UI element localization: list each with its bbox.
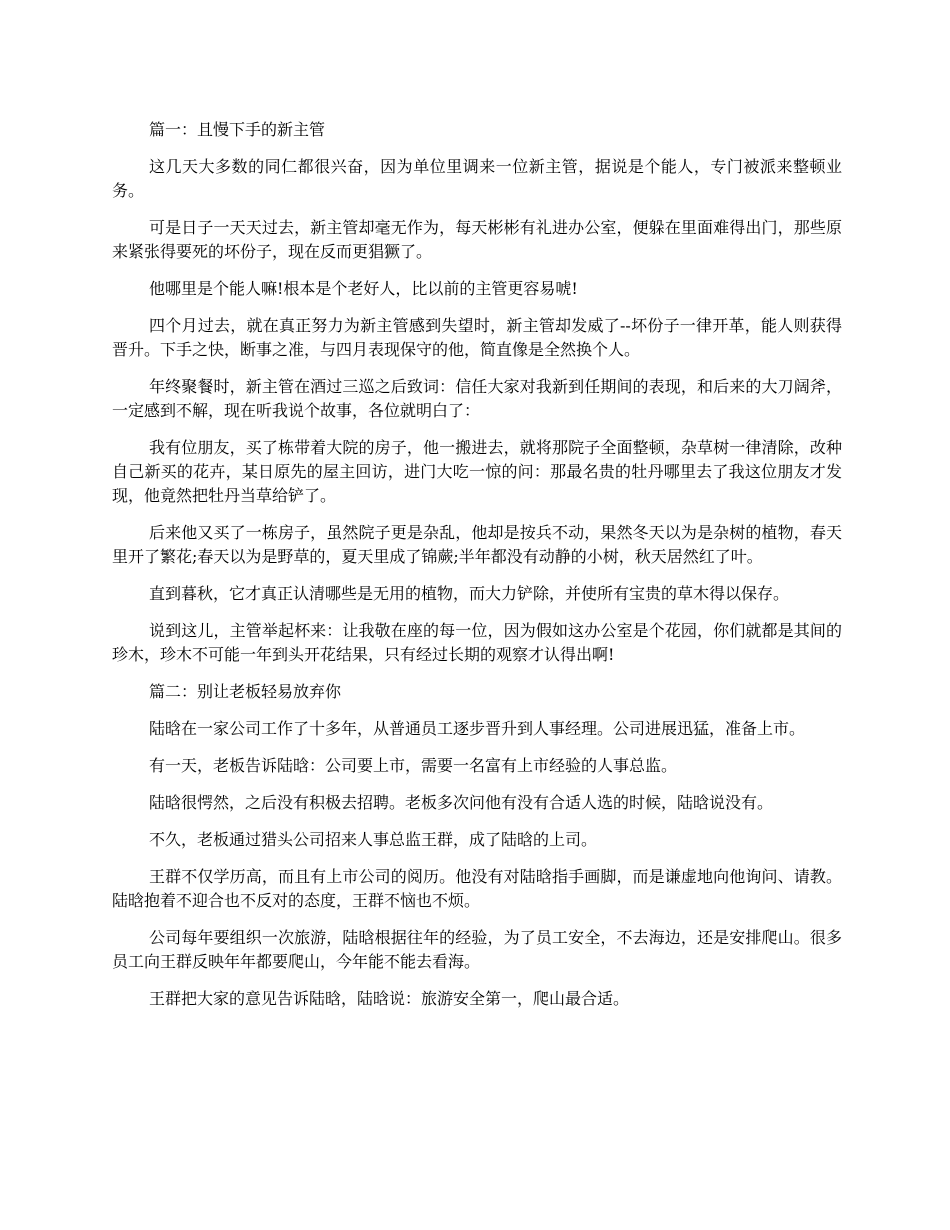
paragraph: 公司每年要组织一次旅游，陆晗根据往年的经验，为了员工安全，不去海边，还是安排爬山。很多员工向王群反映年年都要爬山，今年能不能去看海。 — [112, 928, 842, 971]
paragraph: 陆晗在一家公司工作了十多年，从普通员工逐步晋升到人事经理。公司进展迅猛，准备上市。 — [149, 719, 806, 738]
section-heading-2: 篇二：别让老板轻易放弃你 — [149, 682, 342, 701]
paragraph: 我有位朋友，买了栋带着大院的房子，他一搬进去，就将那院子全面整顿，杂草树一律清除，改种自己新买的花卉，某日原先的屋主回访，进门大吃一惊的问：那最名贵的牡丹哪里去了我这位朋友才发现，他竟然把牡丹当草给铲了。 — [112, 438, 842, 505]
paragraph: 年终聚餐时，新主管在酒过三巡之后致词：信任大家对我新到任期间的表现，和后来的大刀阔斧，一定感到不解，现在听我说个故事，各位就明白了： — [112, 377, 842, 420]
paragraph: 四个月过去，就在真正努力为新主管感到失望时，新主管却发威了--坏份子一律开革，能人则获得晋升。下手之快，断事之准，与四月表现保守的他，简直像是全然换个人。 — [112, 316, 842, 359]
paragraph: 王群把大家的意见告诉陆晗，陆晗说：旅游安全第一，爬山最合适。 — [149, 989, 630, 1008]
paragraph: 他哪里是个能人嘛!根本是个老好人，比以前的主管更容易唬! — [149, 279, 578, 298]
paragraph: 有一天，老板告诉陆晗：公司要上市，需要一名富有上市经验的人事总监。 — [149, 756, 678, 775]
paragraph: 王群不仅学历高，而且有上市公司的阅历。他没有对陆晗指手画脚，而是谦虚地向他询问、请教。陆晗抱着不迎合也不反对的态度，王群不恼也不烦。 — [112, 867, 842, 910]
paragraph: 陆晗很愕然，之后没有积极去招聘。老板多次问他有没有合适人选的时候，陆晗说没有。 — [149, 793, 774, 812]
paragraph: 直到暮秋，它才真正认清哪些是无用的植物，而大力铲除，并使所有宝贵的草木得以保存。 — [149, 584, 790, 603]
paragraph: 不久，老板通过猎头公司招来人事总监王群，成了陆晗的上司。 — [149, 830, 598, 849]
paragraph: 这几天大多数的同仁都很兴奋，因为单位里调来一位新主管，据说是个能人，专门被派来整顿业务。 — [112, 157, 842, 200]
paragraph: 后来他又买了一栋房子，虽然院子更是杂乱，他却是按兵不动，果然冬天以为是杂树的植物，春天里开了繁花;春天以为是野草的，夏天里成了锦蕨;半年都没有动静的小树，秋天居然红了叶。 — [112, 523, 842, 566]
paragraph: 可是日子一天天过去，新主管却毫无作为，每天彬彬有礼进办公室，便躲在里面难得出门，那些原来紧张得要死的坏份子，现在反而更猖獗了。 — [112, 218, 842, 261]
section-heading-1: 篇一：且慢下手的新主管 — [149, 120, 326, 139]
paragraph: 说到这儿，主管举起杯来：让我敬在座的每一位，因为假如这办公室是个花园，你们就都是其间的珍木，珍木不可能一年到头开花结果，只有经过长期的观察才认得出啊! — [112, 621, 842, 664]
document-page — [112, 118, 842, 1024]
